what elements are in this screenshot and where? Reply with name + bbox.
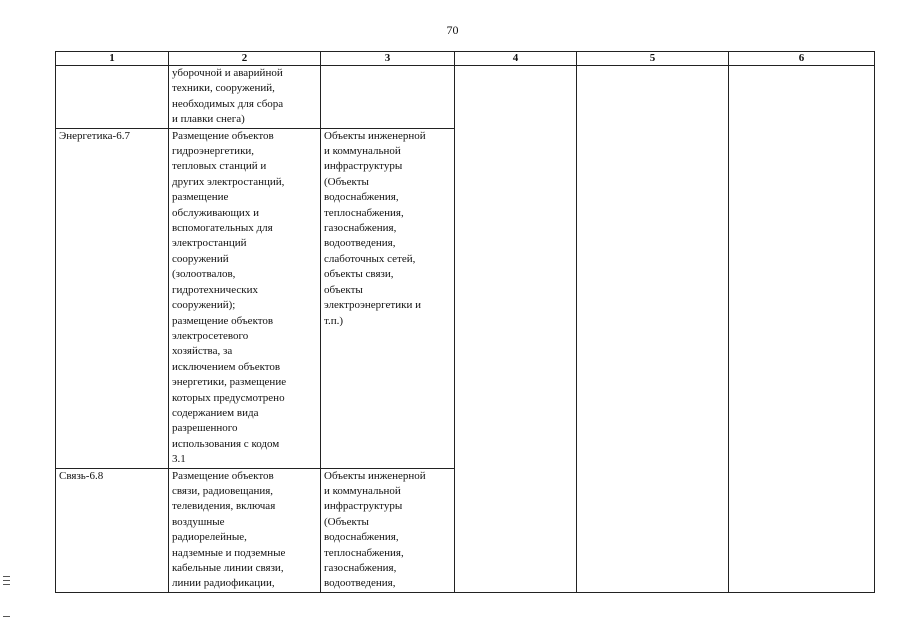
land-use-table [55,51,875,593]
row-1-description: уборочной и аварийной техники, сооружений, необходимых для сбора и плавки снега) [172,67,284,126]
row-2-name: Энергетика-6.7 [59,129,130,142]
row-3-objects: Объекты инженерной и коммунальной инфраструктуры (Объекты водоснабжения, теплоснабжения, газоснабжения, водоотведения, [324,469,426,590]
header-row [56,52,875,66]
scan-margin-mark [3,576,10,577]
row-2-objects: Объекты инженерной и коммунальной инфраструктуры (Объекты водоснабжения, теплоснабжения, газоснабжения, водоотведения, слаботочных сетей, объекты связи, объекты электроэнергетики и т.п.) [324,129,426,327]
row-2-description: Размещение объектов гидроэнергетики, тепловых станций и других электростанций, размещение обслуживающих и вспомогательных для электростанций сооружений (золоотвалов, гидротехнических сооружений); размещение объектов электросетевого хозяйства, за исключением объектов энергетики, размещение которых предусмотрено содержанием вида разрешенного использования с кодом 3.1 [172,129,287,466]
scan-margin-mark [3,580,10,581]
header-col-3: 3 [321,52,455,66]
row-3-description-cell [169,468,321,592]
row-2-name-cell [56,128,169,468]
header-col-4: 4 [455,52,577,66]
table-row [56,66,875,129]
row-3-objects-cell [321,468,455,592]
row-2-description-cell [169,128,321,468]
column-6-cell [729,66,875,593]
row-2-objects-cell [321,128,455,468]
page-number: 70 [446,23,459,37]
row-1-objects-cell [321,66,455,129]
scan-margin-mark [3,616,10,617]
column-5-cell [577,66,729,593]
row-3-name: Связь-6.8 [59,469,104,482]
row-1-name-cell [56,66,169,129]
header-col-1: 1 [56,52,169,66]
row-1-description-cell [169,66,321,129]
row-3-name-cell [56,468,169,592]
column-4-cell [455,66,577,593]
header-col-5: 5 [577,52,729,66]
header-col-6: 6 [729,52,875,66]
header-col-2: 2 [169,52,321,66]
row-3-description: Размещение объектов связи, радиовещания, телевидения, включая воздушные радиорелейные, надземные и подземные кабельные линии связи, линии радиофикации, [172,469,286,590]
scan-margin-mark [3,584,10,585]
